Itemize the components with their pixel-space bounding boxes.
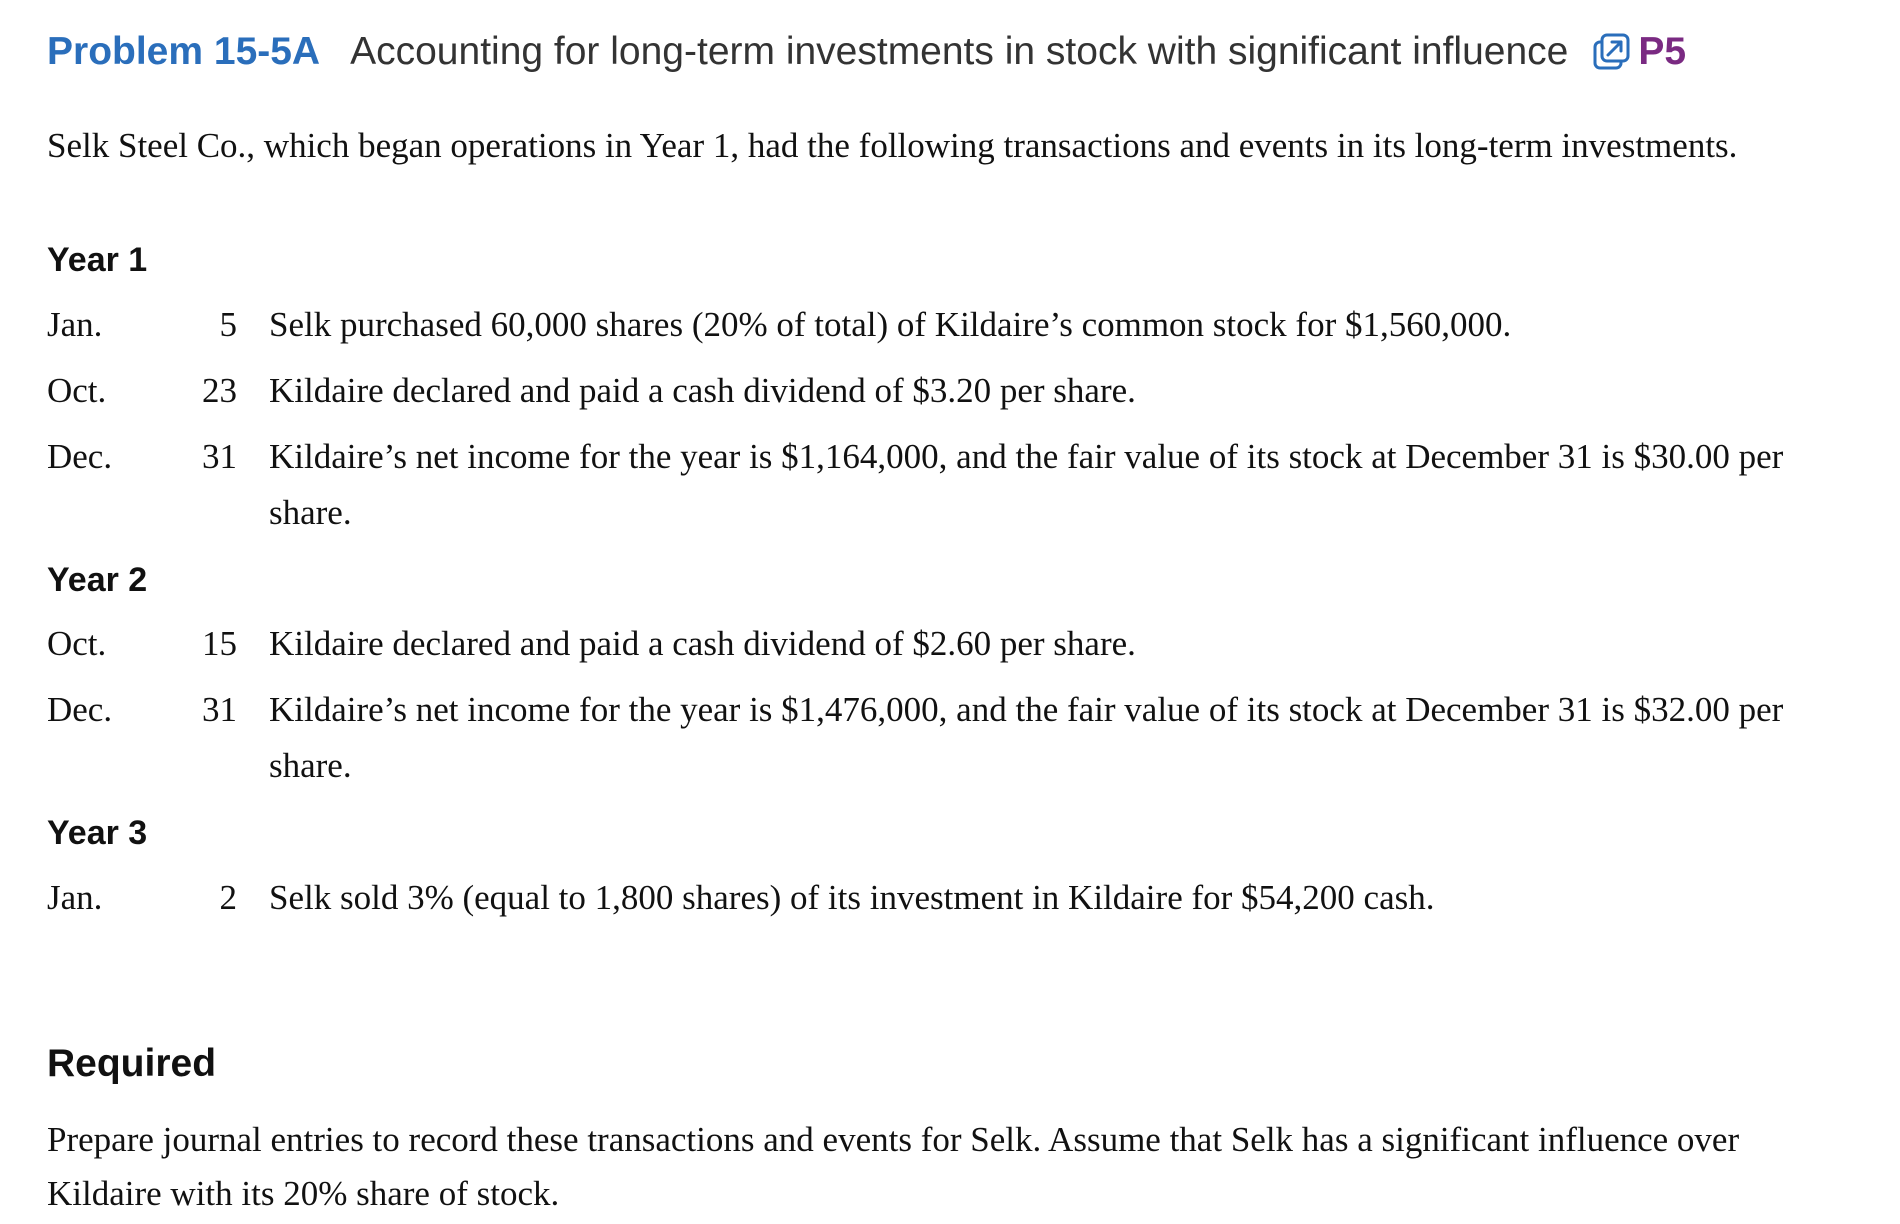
transaction-month: Jan. bbox=[47, 878, 103, 917]
transaction-day: 5 bbox=[219, 305, 237, 344]
transaction-description: Kildaire’s net income for the year is $1,164,000, and the fair value of its stock at December 31 is $30.00 per bbox=[269, 437, 1784, 476]
transaction-description: Kildaire declared and paid a cash dividend of $2.60 per share. bbox=[269, 624, 1136, 663]
problem-title: Accounting for long-term investments in stock with significant influence bbox=[350, 30, 1569, 73]
transaction-day: 31 bbox=[202, 437, 237, 476]
problem-title-row bbox=[47, 28, 1686, 76]
required-line-2: Kildaire with its 20% share of stock. bbox=[47, 1174, 560, 1213]
transaction-day: 23 bbox=[202, 371, 237, 410]
transaction-month: Oct. bbox=[47, 371, 107, 410]
transaction-month: Oct. bbox=[47, 624, 107, 663]
transaction-description: Kildaire’s net income for the year is $1,476,000, and the fair value of its stock at December 31 is $32.00 per bbox=[269, 690, 1784, 729]
transaction-description-continued: share. bbox=[269, 493, 352, 532]
transaction-description: Kildaire declared and paid a cash dividend of $3.20 per share. bbox=[269, 371, 1136, 410]
transaction-month: Jan. bbox=[47, 305, 103, 344]
year-1-heading: Year 1 bbox=[47, 241, 148, 279]
transaction-description: Selk sold 3% (equal to 1,800 shares) of its investment in Kildaire for $54,200 cash. bbox=[269, 878, 1435, 917]
transaction-month: Dec. bbox=[47, 690, 113, 729]
transaction-description: Selk purchased 60,000 shares (20% of total) of Kildaire’s common stock for $1,560,000. bbox=[269, 305, 1512, 344]
transaction-day: 2 bbox=[219, 878, 237, 917]
learning-objective-tag[interactable]: P5 bbox=[1638, 30, 1687, 73]
external-link-icon[interactable] bbox=[1592, 33, 1630, 71]
required-instructions bbox=[47, 1113, 1877, 1221]
transaction-description-continued: share. bbox=[269, 746, 352, 785]
transaction-month: Dec. bbox=[47, 437, 113, 476]
intro-paragraph: Selk Steel Co., which began operations in Year 1, had the following transactions and events in its long-term investments. bbox=[47, 126, 1738, 165]
required-line-1: Prepare journal entries to record these transactions and events for Selk. Assume that Selk has a significant influence over bbox=[47, 1120, 1740, 1159]
problem-number: Problem 15-5A bbox=[47, 30, 321, 73]
year-3-heading: Year 3 bbox=[47, 814, 148, 852]
transaction-day: 31 bbox=[202, 690, 237, 729]
transaction-day: 15 bbox=[202, 624, 237, 663]
required-heading: Required bbox=[47, 1042, 217, 1085]
year-2-heading: Year 2 bbox=[47, 561, 148, 599]
